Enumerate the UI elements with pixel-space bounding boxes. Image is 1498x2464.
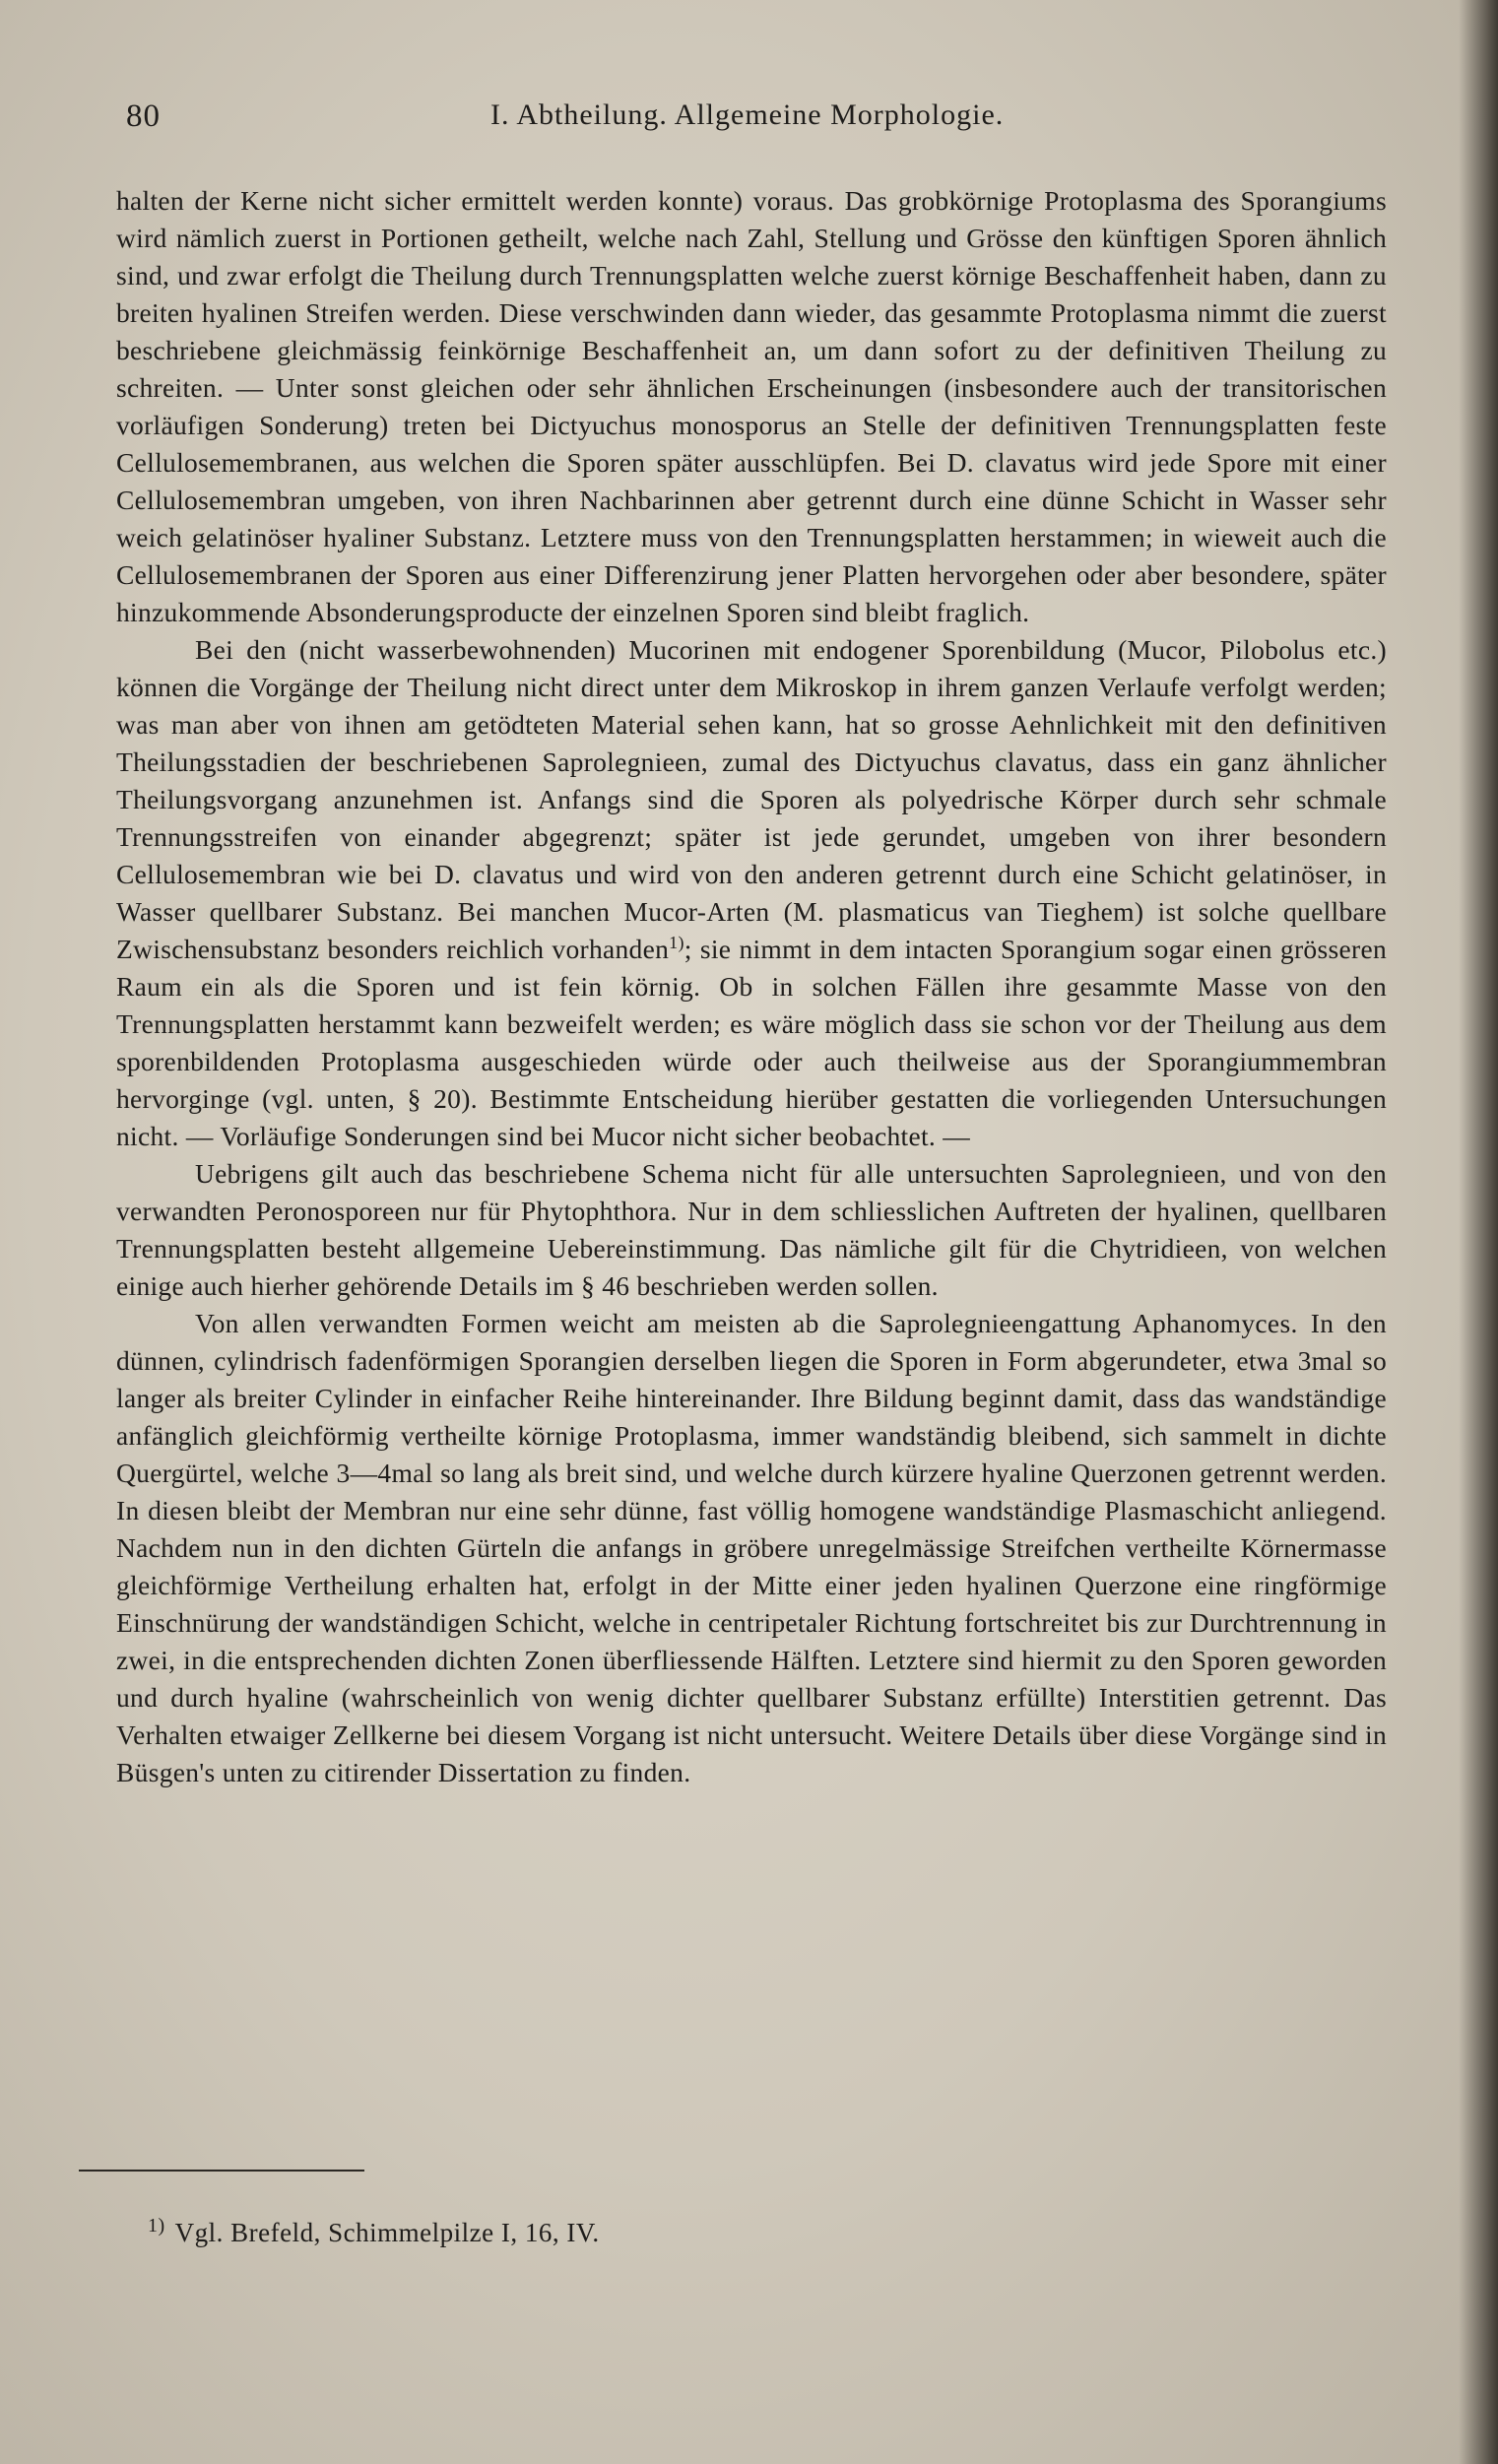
footnote-reference: 1) [669,932,684,952]
footnote-mark: 1) [148,2215,165,2237]
page-number: 80 [126,98,161,134]
page-gutter-shadow [1459,0,1498,2464]
paragraph-uebrigens: Uebrigens gilt auch das beschriebene Schema nicht für alle untersuchten Saprolegnieen, und von den verwandten Peronosporeen nur für Phytophthora. Nur in dem schliesslichen Auftreten der hyalinen, quellbaren Trennungsplatten besteht allgemeine Uebereinstimmung. Das nämliche gilt für die Chytridieen, von welchen einige auch hierher gehörende Details im § 46 beschrieben werden sollen. [116,1158,1387,1301]
footnote [148,2215,600,2248]
page-body [116,182,1387,1791]
paragraph-mucorinen [116,631,1387,1155]
footnote-text: Vgl. Brefeld, Schimmelpilze I, 16, IV. [174,2218,600,2247]
footnote-divider [79,2170,364,2172]
paragraph-text: ; sie nimmt in dem intacten Sporangium sogar einen grösseren Raum ein als die Sporen und ist fein körnig. Ob in solchen Fällen ihre gesammte Masse von den Trennungsplatten herstammt kann bezweifelt werden; es wäre möglich dass sie schon vor der Theilung aus dem sporenbildenden Protoplasma ausgeschieden würde oder auch theilweise aus der Sporangiummembran hervorginge (vgl. unten, § 20). Bestimmte Entscheidung hierüber gestatten die vorliegenden Untersuchungen nicht. — Vorläufige Sonderungen sind bei Mucor nicht sicher beobachtet. — [116,934,1388,1151]
paragraph-aphanomyces: Von allen verwandten Formen weicht am meisten ab die Saprolegnieengattung Aphanomyces. In den dünnen, cylindrisch fadenförmigen Sporangien derselben liegen die Sporen in Form abgerundeter, etwa 3mal so langer als breiter Cylinder in einfacher Reihe hintereinander. Ihre Bildung beginnt damit, dass das wandständige anfänglich gleichförmig vertheilte körnige Protoplasma, immer wandständig bleibend, sich sammelt in dichte Quergürtel, welche 3—4mal so lang als breit sind, und welche durch kürzere hyaline Querzonen getrennt werden. In diesen bleibt der Membran nur eine sehr dünne, fast völlig homogene wandständige Plasmaschicht anliegend. Nachdem nun in den dichten Gürteln die anfangs in gröbere unregelmässige Streifchen vertheilte Körnermasse gleichförmige Vertheilung erhalten hat, erfolgt in der Mitte einer jeden hyalinen Querzone eine ringförmige Einschnürung der wandständigen Schicht, welche in centripetaler Richtung fortschreitet bis zur Durchtrennung in zwei, in die entsprechenden dichten Zonen überfliessende Hälften. Letztere sind hiermit zu den Sporen geworden und durch hyaline (wahrscheinlich von wenig dichter quellbarer Substanz erfüllte) Interstitien getrennt. Das Verhalten etwaiger Zellkerne bei diesem Vorgang ist nicht untersucht. Weitere Details über diese Vorgänge sind in Büsgen's unten zu citirender Dissertation zu finden. [116,1308,1387,1787]
page-header [126,98,1367,148]
paragraph-text: Bei den (nicht wasserbewohnenden) Mucorinen mit endogener Sporenbildung (Mucor, Pilobolus etc.) können die Vorgänge der Theilung nicht direct unter dem Mikroskop in ihrem ganzen Verlaufe verfolgt werden; was man aber von ihnen am getödteten Material sehen kann, hat so grosse Aehnlichkeit mit den definitiven Theilungsstadien der beschriebenen Saprolegnieen, zumal des Dictyuchus clavatus, dass ein ganz ähnlicher Theilungsvorgang anzunehmen ist. Anfangs sind die Sporen als polyedrische Körper durch sehr schmale Trennungsstreifen von einander abgegrenzt; später ist jede gerundet, umgeben von ihrer besondern Cellulosemembran wie bei D. clavatus und wird von den anderen getrennt durch eine Schicht gelatinöser, in Wasser quellbarer Substanz. Bei manchen Mucor-Arten (M. plasmaticus van Tieghem) ist solche quellbare Zwischensubstanz besonders reichlich vorhanden [116,634,1387,964]
running-head: I. Abtheilung. Allgemeine Morphologie. [490,98,1005,131]
paragraph-continuation: halten der Kerne nicht sicher ermittelt werden konnte) voraus. Das grobkörnige Protoplasma des Sporangiums wird nämlich zuerst in Portionen getheilt, welche nach Zahl, Stellung und Grösse den künftigen Sporen ähnlich sind, und zwar erfolgt die Theilung durch Trennungsplatten welche zuerst körnige Beschaffenheit haben, dann zu breiten hyalinen Streifen werden. Diese verschwinden dann wieder, das gesammte Protoplasma nimmt die zuerst beschriebene gleichmässig feinkörnige Beschaffenheit an, um dann sofort zu der definitiven Theilung zu schreiten. — Unter sonst gleichen oder sehr ähnlichen Erscheinungen (insbesondere auch der transitorischen vorläufigen Sonderung) treten bei Dictyuchus monosporus an Stelle der definitiven Trennungsplatten feste Cellulosemembranen, aus welchen die Sporen später ausschlüpfen. Bei D. clavatus wird jede Spore mit einer Cellulosemembran umgeben, von ihren Nachbarinnen aber getrennt durch eine dünne Schicht in Wasser sehr weich gelatinöser hyaliner Substanz. Letztere muss von den Trennungsplatten herstammen; in wieweit auch die Cellulosemembranen der Sporen aus einer Differenzirung jener Platten hervorgehen oder aber besondere, später hinzukommende Absonderungsproducte der einzelnen Sporen sind bleibt fraglich. [116,185,1387,627]
